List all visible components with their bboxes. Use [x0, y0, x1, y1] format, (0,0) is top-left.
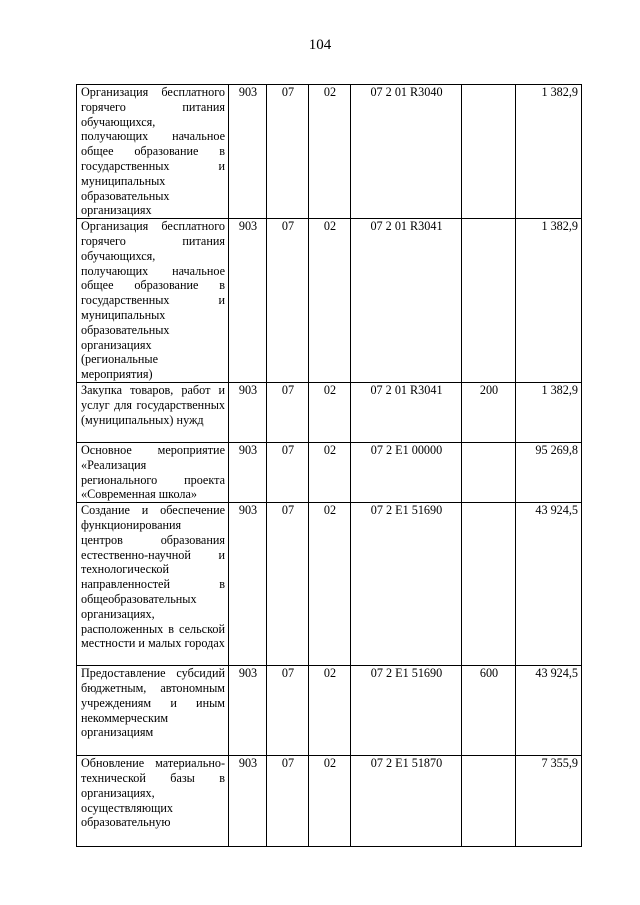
row-subsection: 02	[309, 442, 351, 502]
row-target-article: 07 2 E1 51870	[351, 756, 462, 847]
row-amount: 43 924,5	[516, 503, 582, 666]
row-subsection: 02	[309, 85, 351, 219]
row-expense-type	[462, 503, 516, 666]
row-subsection: 02	[309, 382, 351, 442]
row-target-article: 07 2 01 R3040	[351, 85, 462, 219]
row-subsection: 02	[309, 756, 351, 847]
table-row	[77, 666, 582, 756]
row-name: Организация бесплатного горячего питания обучающихся, получающих начальное общее образование в государственных и муниципальных образовательных организациях	[77, 85, 229, 219]
row-name: Закупка товаров, работ и услуг для государственных (муниципальных) нужд	[77, 382, 229, 442]
table-row	[77, 756, 582, 847]
row-admin-code: 903	[229, 756, 267, 847]
row-amount: 1 382,9	[516, 382, 582, 442]
table-row	[77, 85, 582, 219]
row-section: 07	[267, 219, 309, 383]
row-amount: 43 924,5	[516, 666, 582, 756]
row-amount: 1 382,9	[516, 219, 582, 383]
row-expense-type: 600	[462, 666, 516, 756]
row-name: Создание и обеспечение функционирования центров образования естественно-научной и технологической направленностей в общеобразовательных организациях, расположенных в сельской местности и малых городах	[77, 503, 229, 666]
row-section: 07	[267, 85, 309, 219]
row-expense-type	[462, 756, 516, 847]
row-amount: 7 355,9	[516, 756, 582, 847]
row-subsection: 02	[309, 219, 351, 383]
row-expense-type	[462, 442, 516, 502]
table-row	[77, 382, 582, 442]
row-target-article: 07 2 E1 00000	[351, 442, 462, 502]
row-subsection: 02	[309, 503, 351, 666]
page-number: 104	[308, 37, 332, 53]
row-admin-code: 903	[229, 666, 267, 756]
row-target-article: 07 2 E1 51690	[351, 666, 462, 756]
row-admin-code: 903	[229, 219, 267, 383]
row-name: Обновление материально-технической базы в организациях, осуществляющих образовательную	[77, 756, 229, 847]
table-row	[77, 219, 582, 383]
row-admin-code: 903	[229, 503, 267, 666]
row-name: Предоставление субсидий бюджетным, автономным учреждениям и иным некоммерческим организациям	[77, 666, 229, 756]
row-target-article: 07 2 01 R3041	[351, 219, 462, 383]
row-target-article: 07 2 E1 51690	[351, 503, 462, 666]
budget-table	[76, 84, 582, 847]
row-admin-code: 903	[229, 85, 267, 219]
row-amount: 1 382,9	[516, 85, 582, 219]
row-section: 07	[267, 756, 309, 847]
table-row	[77, 442, 582, 502]
row-amount: 95 269,8	[516, 442, 582, 502]
row-target-article: 07 2 01 R3041	[351, 382, 462, 442]
table-row	[77, 503, 582, 666]
row-section: 07	[267, 442, 309, 502]
row-subsection: 02	[309, 666, 351, 756]
row-name: Основное мероприятие «Реализация регионального проекта «Современная школа»	[77, 442, 229, 502]
row-section: 07	[267, 503, 309, 666]
row-expense-type	[462, 219, 516, 383]
row-expense-type: 200	[462, 382, 516, 442]
row-admin-code: 903	[229, 442, 267, 502]
row-section: 07	[267, 382, 309, 442]
row-section: 07	[267, 666, 309, 756]
row-name: Организация бесплатного горячего питания обучающихся, получающих начальное общее образование в государственных и муниципальных образовательных организациях (региональные мероприятия)	[77, 219, 229, 383]
row-expense-type	[462, 85, 516, 219]
row-admin-code: 903	[229, 382, 267, 442]
